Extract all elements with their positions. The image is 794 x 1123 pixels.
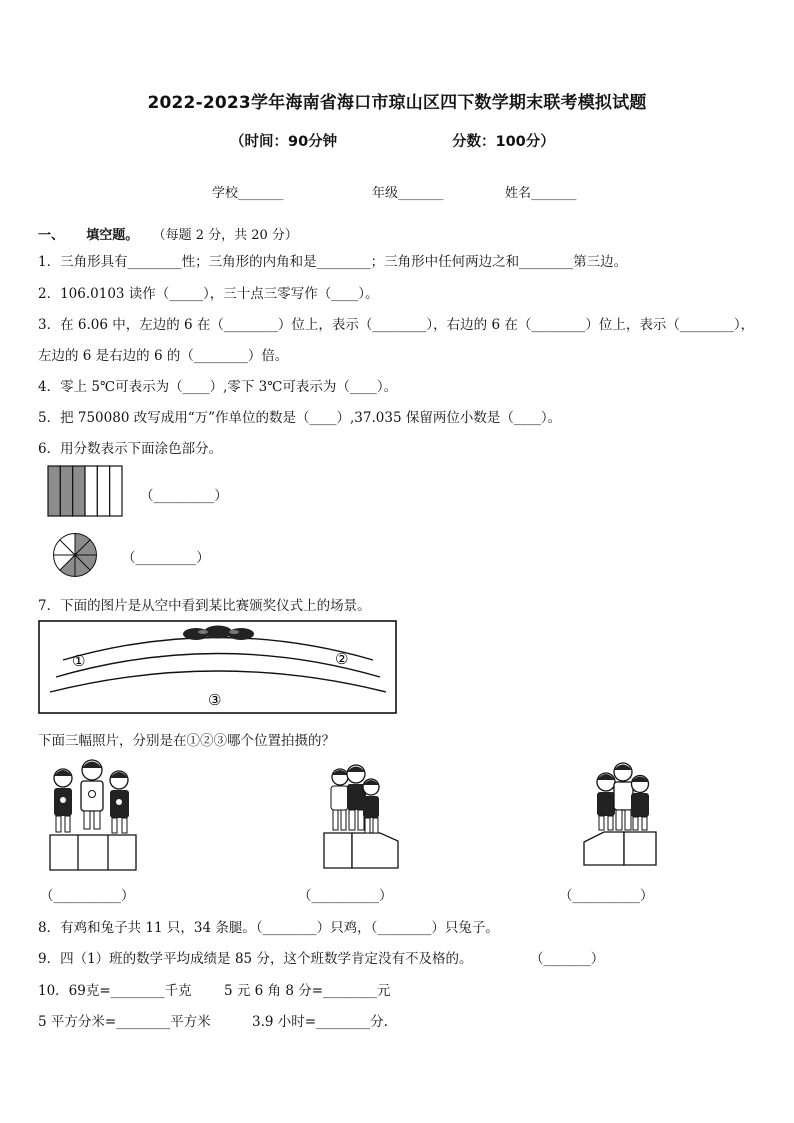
person-right [631, 776, 649, 831]
section-note: （每题 2 分，共 20 分） [152, 228, 298, 243]
question-7-prompt: 下面三幅照片，分别是在①②③哪个位置拍摄的？ [38, 733, 335, 749]
question-3-line2: 左边的 6 是右边的 6 的（________）倍。 [38, 348, 289, 364]
question-7-blank-1: （__________） [40, 888, 135, 904]
question-9: 9．四（1）班的数学平均成绩是 85 分，这个班数学肯定没有不及格的。 [38, 951, 473, 967]
exam-score: 分数：100分） [452, 134, 555, 150]
person-back [331, 769, 348, 830]
award-ceremony-top-view [38, 620, 398, 715]
section-title: 填空题。 [86, 228, 139, 243]
person-center [614, 763, 633, 830]
exam-title: 2022-2023学年海南省海口市琼山区四下数学期末联考模拟试题 [147, 93, 647, 113]
section-heading [38, 224, 298, 243]
arc-outer [50, 671, 386, 692]
question-4: 4．零上 5℃可表示为（____）,零下 3℃可表示为（____）。 [38, 379, 398, 395]
person-right [110, 771, 129, 833]
person-front [363, 779, 379, 833]
question-6-blank-1: （_________） [140, 488, 228, 504]
question-6: 6．用分数表示下面涂色部分。 [38, 441, 223, 457]
person-left [54, 769, 72, 832]
grade-field: 年级_______ [372, 186, 444, 201]
question-9-blank: （_______） [530, 951, 605, 967]
photo-3-people-on-podium [580, 762, 662, 870]
rect-fraction-part [73, 466, 85, 516]
question-3-line1: 3．在 6.06 中，左边的 6 在（________）位上，表示（________），右边的 6 在（________）位上，表示（________）， [38, 317, 755, 333]
name-field: 姓名_______ [505, 186, 577, 201]
rect-fraction-part [97, 466, 109, 516]
position-3-label: ③ [208, 691, 222, 709]
exam-time: （时间：90分钟 [230, 134, 338, 150]
question-2: 2．106.0103 读作（_____），三十点三零写作（____）。 [38, 286, 379, 302]
position-1-label: ① [72, 652, 86, 670]
rectangle-fraction-figure [47, 465, 123, 517]
question-8: 8．有鸡和兔子共 11 只，34 条腿。（________）只鸡，（________）只兔子。 [38, 920, 499, 936]
question-7-blank-3: （__________） [559, 888, 654, 904]
question-1: 1．三角形具有________性；三角形的内角和是________；三角形中任何两边之和________第三边。 [38, 254, 628, 270]
school-field: 学校_______ [212, 186, 284, 201]
position-2-label: ② [335, 650, 349, 668]
person-left [597, 773, 615, 830]
rect-fraction-part [60, 466, 72, 516]
question-10-part-c: 5 平方分米=________平方米 [38, 1014, 211, 1030]
question-10-part-b: 5 元 6 角 8 分=________元 [224, 983, 391, 999]
rect-fraction-part [110, 466, 122, 516]
question-7: 7．下面的图片是从空中看到某比赛颁奖仪式上的场景。 [38, 598, 371, 614]
rect-fraction-part [48, 466, 60, 516]
arc-middle [56, 654, 380, 678]
photo-1-people-on-podium [46, 758, 141, 873]
rect-fraction-part [85, 466, 97, 516]
question-6-blank-2: （_________） [122, 550, 210, 566]
person-middle [347, 765, 366, 830]
question-10-part-d: 3.9 小时=________分. [252, 1014, 388, 1030]
question-5: 5．把 750080 改写成用“万”作单位的数是（____）,37.035 保留两位小数是（____）。 [38, 410, 562, 426]
podium-top-view [183, 626, 254, 641]
photo-2-people-on-podium [318, 765, 403, 873]
section-number: 一、 [38, 228, 65, 243]
person-center [81, 760, 103, 829]
circle-fraction-figure [52, 532, 98, 578]
question-10-part-a: 10．69克=________千克 [38, 983, 192, 999]
arc-inner [63, 638, 373, 661]
question-7-blank-2: （__________） [298, 888, 393, 904]
